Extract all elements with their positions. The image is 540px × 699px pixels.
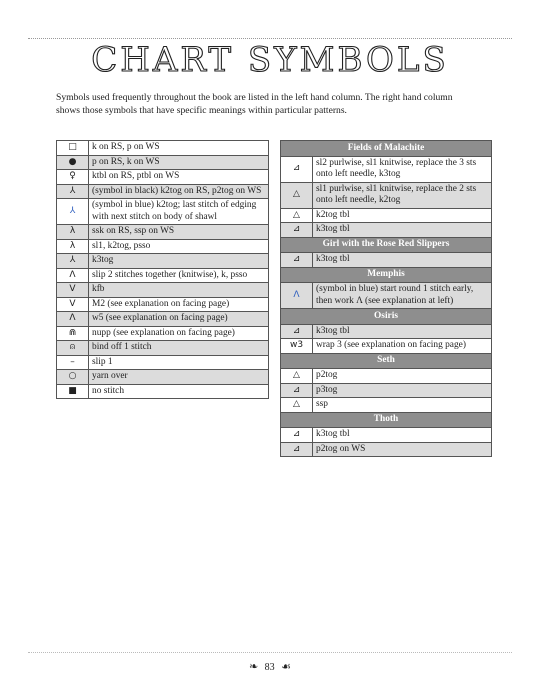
symbol-description: kfb [89,283,269,298]
chart-symbol-icon: V [57,297,89,312]
symbol-row [57,184,269,199]
symbol-description: bind off 1 stitch [89,341,269,356]
symbol-row [57,155,269,170]
symbol-row [57,141,269,156]
symbol-description: p2tog [313,369,492,384]
symbol-description: slip 2 stitches together (knitwise), k, psso [89,268,269,283]
symbol-row [57,312,269,327]
chart-symbol-icon: △ [281,369,313,384]
symbol-row [57,225,269,240]
chart-symbol-icon: ⅄ [57,184,89,199]
symbol-description: ktbl on RS, ptbl on WS [89,170,269,185]
symbol-row [281,223,492,238]
bottom-divider [28,652,512,653]
symbol-row [57,170,269,185]
chart-symbol-icon: Λ [57,312,89,327]
chart-symbol-icon: ■ [57,384,89,399]
symbol-description: sl1, k2tog, psso [89,239,269,254]
chart-symbol-icon: ⊿ [281,253,313,268]
pattern-header [281,267,492,283]
chart-symbol-icon: Λ [57,268,89,283]
page-number: 83 [264,662,275,673]
symbol-row [281,339,492,354]
symbol-description: (symbol in black) k2tog on RS, p2tog on WS [89,184,269,199]
symbol-description: p3tog [313,383,492,398]
chart-symbol-icon: △ [281,398,313,413]
symbol-row [281,398,492,413]
symbol-description: (symbol in blue) start round 1 stitch early, then work Λ (see explanation at left) [313,283,492,309]
pattern-header [281,237,492,253]
symbol-description: p2tog on WS [313,442,492,457]
chart-symbol-icon: ⊿ [281,428,313,443]
pattern-name: Osiris [281,309,492,325]
pattern-symbols-table [280,140,492,457]
symbol-row [281,428,492,443]
symbol-description: sl1 purlwise, sl1 knitwise, replace the 2 sts onto left needle, k2tog [313,182,492,208]
chart-symbol-icon: ♀ [57,170,89,185]
pattern-header [281,353,492,369]
pattern-name: Memphis [281,267,492,283]
symbol-description: ssp [313,398,492,413]
symbol-row [57,326,269,341]
chart-symbol-icon: △ [281,208,313,223]
chart-symbol-icon: Λ [281,283,313,309]
symbol-description: slip 1 [89,355,269,370]
symbol-row [57,384,269,399]
chart-symbol-icon: – [57,355,89,370]
symbol-description: k3tog tbl [313,223,492,238]
pattern-header [281,309,492,325]
symbol-description: k2tog tbl [313,208,492,223]
chart-symbol-icon: △ [281,182,313,208]
chart-symbol-icon: w3 [281,339,313,354]
symbol-description: wrap 3 (see explanation on facing page) [313,339,492,354]
symbol-row [281,324,492,339]
symbol-row [57,199,269,225]
symbol-row [57,268,269,283]
symbol-description: ssk on RS, ssp on WS [89,225,269,240]
symbol-description: k3tog [89,254,269,269]
symbol-description: p on RS, k on WS [89,155,269,170]
chart-symbol-icon: ⊿ [281,324,313,339]
chart-symbol-icon: V [57,283,89,298]
common-symbols-table [56,140,269,399]
ornament-left-icon: ❧ [248,660,259,673]
chart-symbol-icon: ⍝ [57,341,89,356]
chart-symbol-icon: ⊿ [281,442,313,457]
symbol-row [281,253,492,268]
symbol-row [281,182,492,208]
chart-symbol-icon: ⅄ [57,254,89,269]
symbol-row [281,442,492,457]
symbol-row [281,283,492,309]
chart-symbol-icon: ● [57,155,89,170]
top-divider [28,38,512,39]
symbol-description: (symbol in blue) k2tog; last stitch of edging with next stitch on body of shawl [89,199,269,225]
symbol-row [281,369,492,384]
symbol-row [57,254,269,269]
symbol-description: nupp (see explanation on facing page) [89,326,269,341]
page-footer [0,660,540,673]
page-title: CHART SYMBOLS [91,40,449,80]
symbol-description: M2 (see explanation on facing page) [89,297,269,312]
chart-symbol-icon: ⋒ [57,326,89,341]
symbol-row [281,383,492,398]
symbol-row [57,370,269,385]
symbol-row [281,156,492,182]
symbol-description: k on RS, p on WS [89,141,269,156]
ornament-right-icon: ☙ [281,660,292,673]
symbol-description: yarn over [89,370,269,385]
pattern-name: Thoth [281,412,492,428]
chart-symbol-icon: λ [57,239,89,254]
intro-paragraph: Symbols used frequently throughout the book are listed in the left hand column. The right hand column shows those symbols that have specific meanings within particular patterns. [56,92,453,116]
pattern-name: Seth [281,353,492,369]
pattern-header [281,412,492,428]
chart-symbol-icon: λ [57,225,89,240]
chart-symbol-icon: ⅄ [57,199,89,225]
symbol-description: w5 (see explanation on facing page) [89,312,269,327]
chart-symbol-icon: □ [57,141,89,156]
chart-symbol-icon: ⊿ [281,156,313,182]
pattern-name: Fields of Malachite [281,141,492,157]
symbol-description: k3tog tbl [313,324,492,339]
symbol-row [57,355,269,370]
symbol-row [57,341,269,356]
symbol-row [57,297,269,312]
symbol-description: sl2 purlwise, sl1 knitwise, replace the 3 sts onto left needle, k3tog [313,156,492,182]
chart-symbol-icon: ⊿ [281,223,313,238]
chart-symbol-icon: ⊿ [281,383,313,398]
symbol-row [57,239,269,254]
symbol-row [57,283,269,298]
chart-symbol-icon: ○ [57,370,89,385]
pattern-header [281,141,492,157]
symbol-description: k3tog tbl [313,253,492,268]
symbol-description: k3tog tbl [313,428,492,443]
pattern-name: Girl with the Rose Red Slippers [281,237,492,253]
symbol-description: no stitch [89,384,269,399]
symbol-row [281,208,492,223]
